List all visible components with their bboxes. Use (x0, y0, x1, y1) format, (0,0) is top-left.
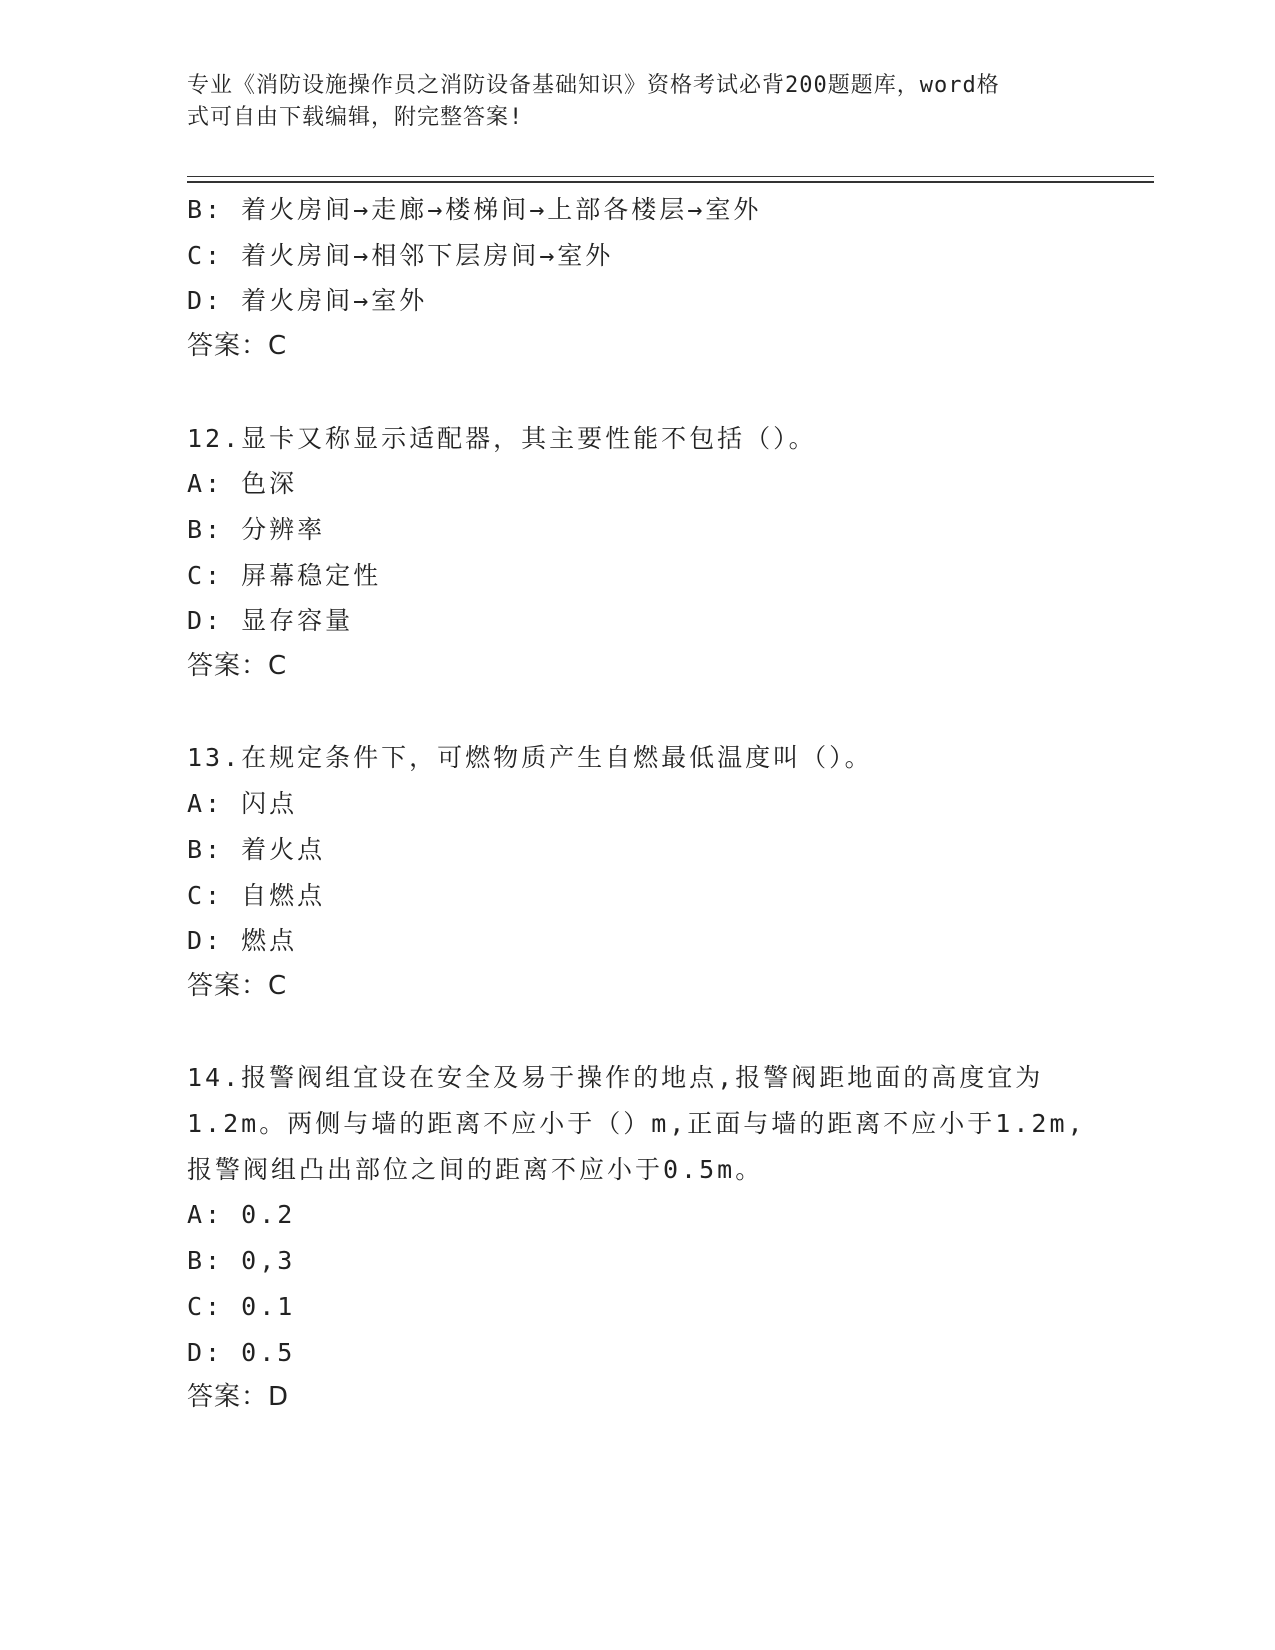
option-a: A: 色深 (187, 469, 298, 499)
question-14 (187, 1055, 1087, 1421)
option-c: C: 屏幕稳定性 (187, 560, 382, 590)
question-content (187, 187, 1087, 1421)
header-title-line-2: 式可自由下载编辑，附完整答案! (187, 105, 524, 130)
option-d: D: 燃点 (187, 926, 298, 956)
header-rule-thin (187, 176, 1154, 177)
spacer (187, 690, 1087, 736)
spacer (187, 1010, 1087, 1056)
header-title-line-1: 专业《消防设施操作员之消防设备基础知识》资格考试必背200题题库，word格 (187, 73, 1000, 98)
question-11-continued (187, 187, 1087, 370)
option-b: B: 着火房间→走廊→楼梯间→上部各楼层→室外 (187, 195, 762, 224)
question-stem: 13.在规定条件下，可燃物质产生自燃最低温度叫（）。 (187, 743, 873, 773)
answer: 答案：C (187, 970, 288, 1001)
question-stem-line-1: 14.报警阀组宜设在安全及易于操作的地点,报警阀距地面的高度宜为 (187, 1063, 1044, 1093)
option-c: C: 0.1 (187, 1291, 296, 1321)
option-c: C: 自燃点 (187, 880, 326, 910)
option-a: A: 0.2 (187, 1200, 296, 1230)
option-b: B: 着火点 (187, 834, 326, 864)
question-stem: 12.显卡又称显示适配器，其主要性能不包括（）。 (187, 423, 817, 453)
question-stem-line-2: 1.2m。两侧与墙的距离不应小于（）m,正面与墙的距离不应小于1.2m, (187, 1109, 1086, 1139)
question-13 (187, 735, 1087, 1009)
option-d: D: 着火房间→室外 (187, 286, 428, 316)
option-d: D: 显存容量 (187, 606, 354, 636)
option-c: C: 着火房间→相邻下层房间→室外 (187, 240, 614, 270)
answer: 答案：D (187, 1382, 290, 1413)
option-b: B: 0,3 (187, 1246, 296, 1276)
document-header (187, 70, 1087, 134)
header-rule-thick (187, 181, 1154, 183)
spacer (187, 370, 1087, 416)
option-a: A: 闪点 (187, 789, 298, 819)
answer: 答案：C (187, 331, 288, 362)
question-stem-line-3: 报警阀组凸出部位之间的距离不应小于0.5m。 (187, 1154, 764, 1184)
answer: 答案：C (187, 651, 288, 682)
question-12 (187, 416, 1087, 690)
option-d: D: 0.5 (187, 1337, 296, 1367)
option-b: B: 分辨率 (187, 514, 326, 544)
